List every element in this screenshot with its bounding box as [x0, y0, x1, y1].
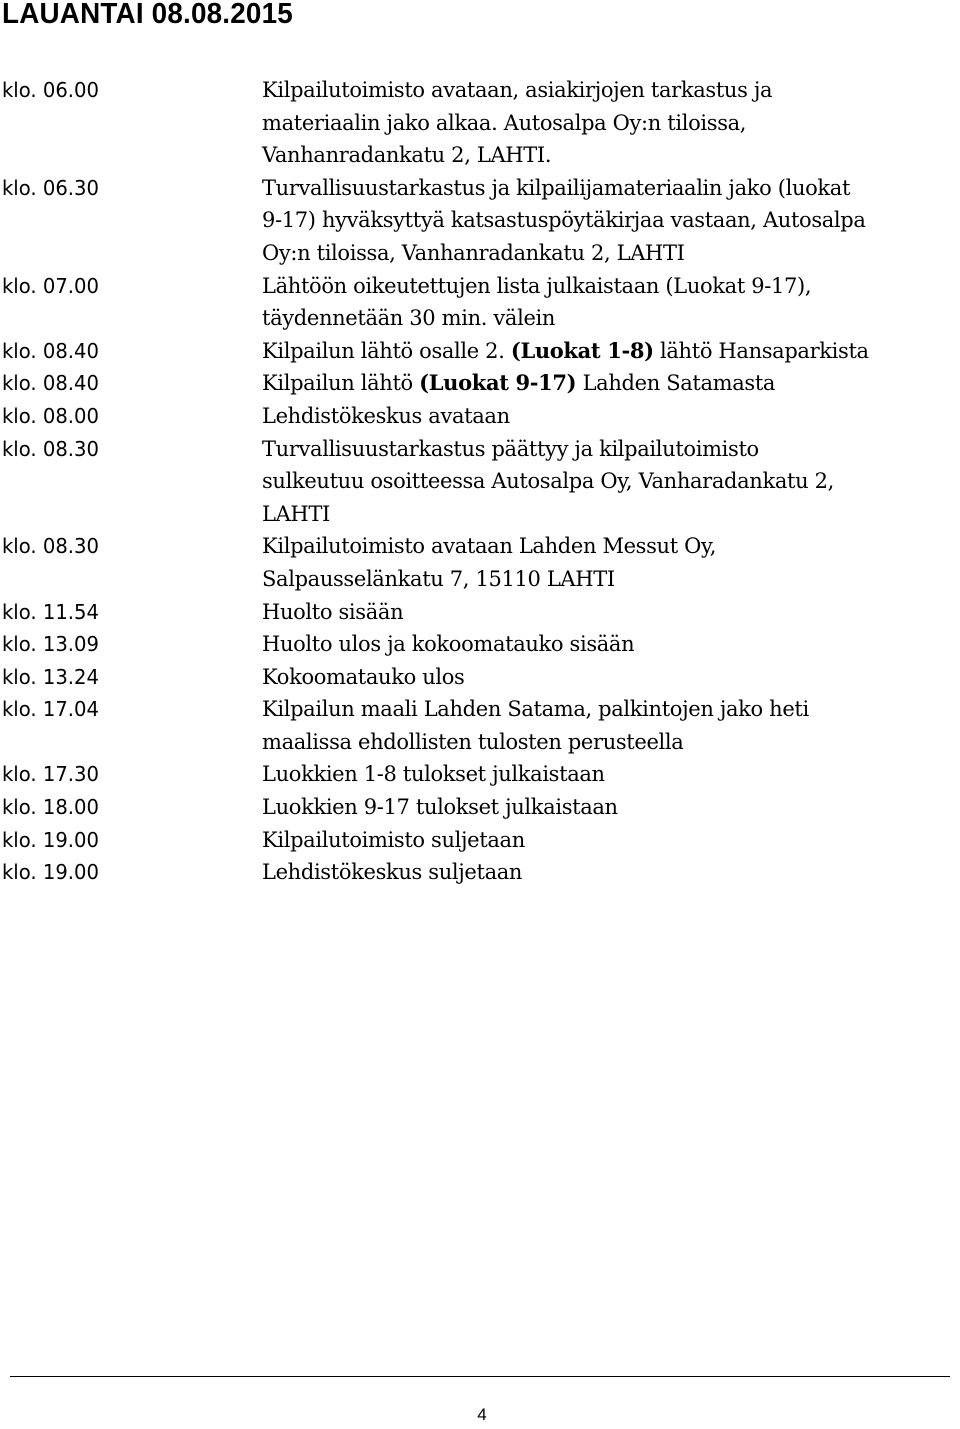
- entry-line: Huolto ulos ja kokoomatauko sisään: [262, 632, 635, 657]
- entry-time: klo. 17.04: [1, 697, 99, 722]
- entry-line: LAHTI: [262, 501, 330, 526]
- entry-description: [262, 335, 960, 368]
- entry-line: 9-17) hyväksyttyä katsastuspöytäkirjaa vastaan, Autosalpa: [262, 208, 866, 233]
- entry-line: Huolto sisään: [262, 599, 404, 624]
- entry-text-part: Kilpailun lähtö osalle 2.: [262, 338, 511, 363]
- entry-description: [262, 824, 960, 857]
- entry-line: Turvallisuustarkastus ja kilpailijamateriaalin jako (luokat: [262, 175, 851, 200]
- entry-time: klo. 18.00: [1, 795, 99, 820]
- schedule-entry: [0, 596, 960, 629]
- entry-line: täydennetään 30 min. välein: [262, 306, 556, 331]
- entry-line: [262, 367, 960, 400]
- entry-time: klo. 06.30: [1, 175, 99, 200]
- entry-description: [262, 74, 960, 172]
- entry-description: [262, 367, 960, 400]
- schedule-entry: [0, 758, 960, 791]
- entry-description: [262, 596, 960, 629]
- schedule-entry: [0, 335, 960, 368]
- class-range-bold: (Luokat 1-8): [510, 337, 654, 363]
- entry-description: [262, 856, 960, 889]
- entry-line: [262, 335, 960, 368]
- entry-line: sulkeutuu osoitteessa Autosalpa Oy, Vanharadankatu 2,: [262, 469, 834, 494]
- entry-text-part: Kilpailun lähtö: [262, 371, 420, 396]
- entry-time: klo. 08.30: [1, 436, 99, 461]
- page-title: LAUANTAI 08.08.2015: [2, 0, 293, 30]
- entry-time: klo. 07.00: [1, 273, 99, 298]
- entry-line: Kilpailutoimisto avataan Lahden Messut Oy,: [262, 534, 717, 559]
- entry-time: klo. 13.24: [1, 664, 99, 689]
- schedule-entry: [0, 172, 960, 270]
- entry-text-part: Lahden Satamasta: [576, 371, 776, 396]
- entry-description: [262, 693, 960, 758]
- entry-line: maalissa ehdollisten tulosten perusteella: [262, 729, 684, 754]
- entry-time: klo. 08.30: [1, 534, 99, 559]
- entry-line: Kilpailun maali Lahden Satama, palkintojen jako heti: [262, 697, 809, 722]
- schedule-entry: [0, 856, 960, 889]
- entry-time: klo. 13.09: [1, 632, 99, 657]
- entry-description: [262, 433, 960, 531]
- schedule-entry: [0, 400, 960, 433]
- entry-time: klo. 19.00: [1, 860, 99, 885]
- schedule-entry: [0, 693, 960, 758]
- entry-time: klo. 06.00: [1, 78, 99, 102]
- schedule-entry: [0, 530, 960, 595]
- entry-line: Turvallisuustarkastus päättyy ja kilpailutoimisto: [262, 436, 759, 461]
- entry-description: [262, 791, 960, 824]
- entry-line: materiaalin jako alkaa. Autosalpa Oy:n tiloissa,: [262, 110, 747, 135]
- entry-line: Luokkien 9-17 tulokset julkaistaan: [262, 795, 618, 820]
- entry-time: klo. 08.40: [1, 338, 99, 363]
- class-range-bold: (Luokat 9-17): [419, 370, 577, 396]
- entry-description: [262, 758, 960, 791]
- schedule-entry: [0, 74, 960, 172]
- footer-rule: [10, 1376, 950, 1377]
- entry-time: klo. 11.54: [1, 599, 99, 624]
- entry-line: Kokoomatauko ulos: [262, 664, 465, 689]
- entry-line: Lehdistökeskus suljetaan: [262, 860, 523, 885]
- page-number: [0, 1404, 960, 1426]
- entry-line: Oy:n tiloissa, Vanhanradankatu 2, LAHTI: [262, 240, 685, 265]
- schedule-entry: [0, 270, 960, 335]
- entry-text-part: lähtö Hansaparkista: [653, 338, 869, 363]
- entry-description: [262, 661, 960, 694]
- entry-line: Luokkien 1-8 tulokset julkaistaan: [262, 762, 605, 787]
- schedule-entry: [0, 791, 960, 824]
- entry-time: klo. 17.30: [1, 762, 99, 787]
- entry-time: klo. 19.00: [1, 827, 99, 852]
- page-number-text: 4: [477, 1405, 487, 1424]
- entry-description: [262, 400, 960, 433]
- entry-line: Vanhanradankatu 2, LAHTI.: [262, 143, 552, 168]
- entry-line: Kilpailutoimisto avataan, asiakirjojen tarkastus ja: [262, 78, 773, 102]
- entry-time: klo. 08.40: [1, 371, 99, 396]
- entry-description: [262, 530, 960, 595]
- entry-line: Lähtöön oikeutettujen lista julkaistaan (Luokat 9-17),: [262, 273, 812, 298]
- entry-description: [262, 270, 960, 335]
- schedule-list: [0, 74, 960, 889]
- schedule-entry: [0, 824, 960, 857]
- schedule-entry: [0, 433, 960, 531]
- entry-description: [262, 172, 960, 270]
- entry-line: Kilpailutoimisto suljetaan: [262, 827, 525, 852]
- entry-line: Lehdistökeskus avataan: [262, 403, 510, 428]
- schedule-entry: [0, 367, 960, 400]
- schedule-entry: [0, 661, 960, 694]
- entry-line: Salpausselänkatu 7, 15110 LAHTI: [262, 566, 615, 591]
- entry-description: [262, 628, 960, 661]
- schedule-entry: [0, 628, 960, 661]
- entry-time: klo. 08.00: [1, 403, 99, 428]
